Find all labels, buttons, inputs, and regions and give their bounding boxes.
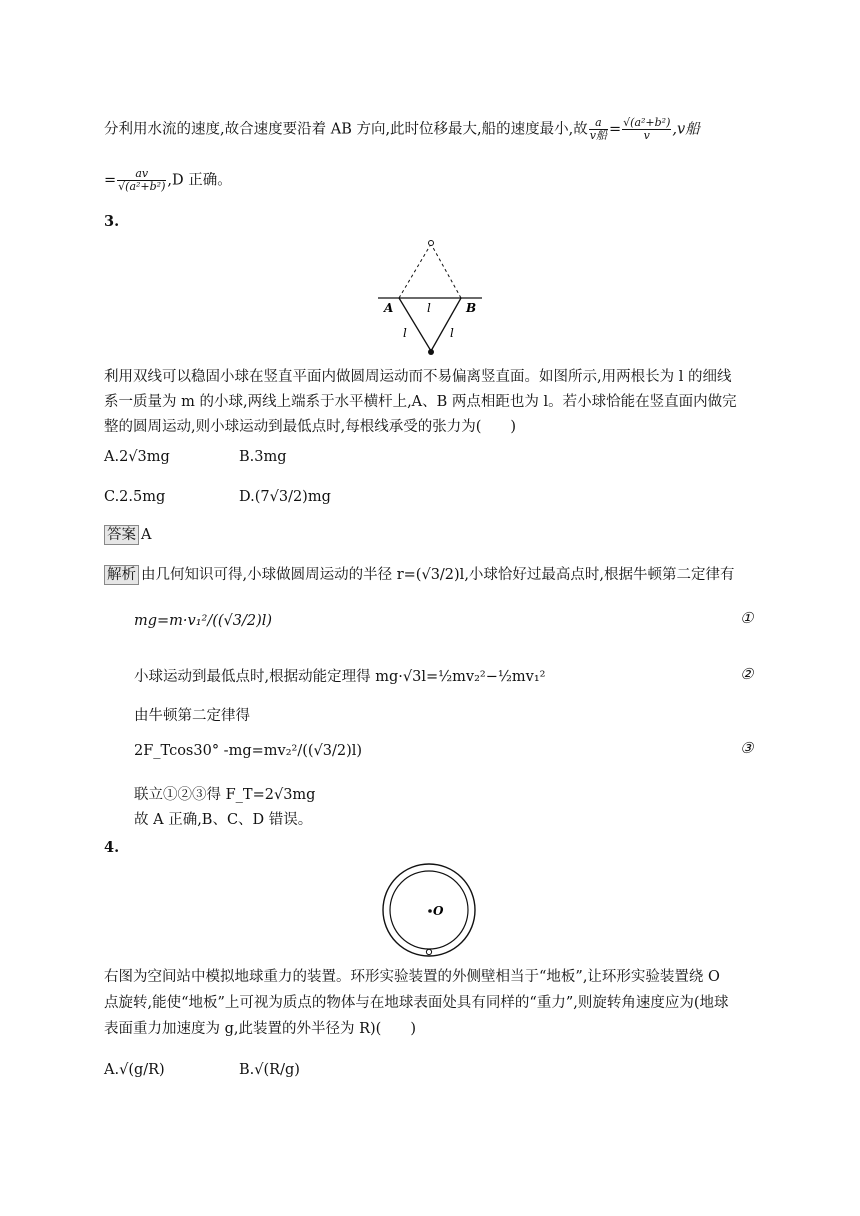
- equation-3-intro: 由牛顿第二定律得: [134, 708, 250, 724]
- fraction-av-over-root: $\frac{av}{\text{√(a²+b²)}}$: [118, 167, 166, 193]
- label-A: A: [384, 301, 394, 315]
- label-l-top: l: [427, 301, 431, 315]
- fraction-root-over-v: $\frac{\text{√(a²+b²)}}{v}$: [623, 116, 671, 142]
- double-string-pendulum-figure: [370, 236, 490, 360]
- question-4-option-a: A.√(g/R): [104, 1062, 165, 1078]
- answer-value: A: [141, 527, 152, 543]
- question-3-option-d: D.(7√3/2)mg: [239, 489, 331, 505]
- label-l-right: l: [450, 326, 454, 340]
- combine-line: 联立①②③得 F_T=2√3mg: [134, 787, 316, 803]
- question-4-number: 4.: [104, 839, 120, 856]
- equation-3: 2F_Tcos30° -mg=mv₂²/((√3/2)l): [134, 743, 363, 759]
- question-4-stem-line-2: 点旋转,能使“地板”上可视为质点的物体与在地球表面处具有同样的“重力”,则旋转角速度应为(地球: [104, 995, 729, 1011]
- dashed-string-left: [399, 244, 431, 298]
- analysis-line-1: 由几何知识可得,小球做圆周运动的半径 r=(√3/2)l,小球恰好过最高点时,根据牛顿第二定律有: [141, 567, 735, 583]
- analysis-tag: 解析: [104, 565, 139, 585]
- prev-line-2: = $\frac{av}{\text{√(a²+b²)}}$ ,D 正确。: [104, 167, 232, 193]
- answer-tag: 答案: [104, 525, 139, 545]
- question-3-option-c: C.2.5mg: [104, 489, 166, 505]
- question-4-option-b: B.√(R/g): [239, 1062, 300, 1078]
- question-3-answer: [104, 524, 151, 546]
- label-B: B: [466, 301, 477, 315]
- center-point: [428, 909, 432, 913]
- question-4-stem-line-1: 右图为空间站中模拟地球重力的装置。环形实验装置的外侧壁相当于“地板”,让环形实验装置绕 O: [104, 969, 720, 985]
- prev-line-1-text: 分利用水流的速度,故合速度要沿着 AB 方向,此时位移最大,船的速度最小,故: [104, 121, 588, 138]
- question-3-analysis: [104, 564, 735, 586]
- question-3-option-b: B.3mg: [239, 449, 287, 465]
- question-3-stem-line-1: 利用双线可以稳固小球在竖直平面内做圆周运动而不易偏离竖直面。如图所示,用两根长为 l 的细线: [104, 369, 732, 385]
- label-l-left: l: [403, 326, 407, 340]
- equation-2-mark: ②: [740, 665, 754, 683]
- fraction-a-over-vboat: $\frac{a}{\text{v船}}$: [589, 116, 607, 142]
- equation-3-mark: ③: [740, 739, 754, 757]
- center-label: O: [433, 904, 444, 918]
- question-3-stem-line-2: 系一质量为 m 的小球,两线上端系于水平横杆上,A、B 两点相距也为 l。若小球恰能在竖直面内做完: [104, 394, 737, 410]
- ball-top-position: [429, 241, 434, 246]
- question-4-stem-line-3: 表面重力加速度为 g,此装置的外半径为 R)( ): [104, 1021, 416, 1037]
- ring-device-figure: [380, 861, 478, 959]
- question-3-option-a: A.2√3mg: [104, 449, 170, 465]
- ball-bottom: [428, 349, 434, 355]
- question-3-number: 3.: [104, 213, 120, 230]
- equation-2: 小球运动到最低点时,根据动能定理得 mg·√3l=½mv₂²−½mv₁²: [134, 669, 546, 685]
- equation-1: mg=m·v₁²/((√3/2)l): [134, 613, 273, 629]
- string-right: [431, 298, 461, 351]
- question-3-stem-line-3: 整的圆周运动,则小球运动到最低点时,每根线承受的张力为( ): [104, 419, 517, 435]
- equation-1-mark: ①: [740, 609, 754, 627]
- dashed-string-right: [431, 244, 461, 298]
- object-on-floor: [426, 949, 431, 954]
- conclusion-line: 故 A 正确,B、C、D 错误。: [134, 812, 313, 828]
- prev-line-1: 分利用水流的速度,故合速度要沿着 AB 方向,此时位移最大,船的速度最小,故 $\frac{a}{\text{v船}}$ = $\frac{\text{√(a²+b²)}}{v}$ ,v船: [104, 116, 700, 142]
